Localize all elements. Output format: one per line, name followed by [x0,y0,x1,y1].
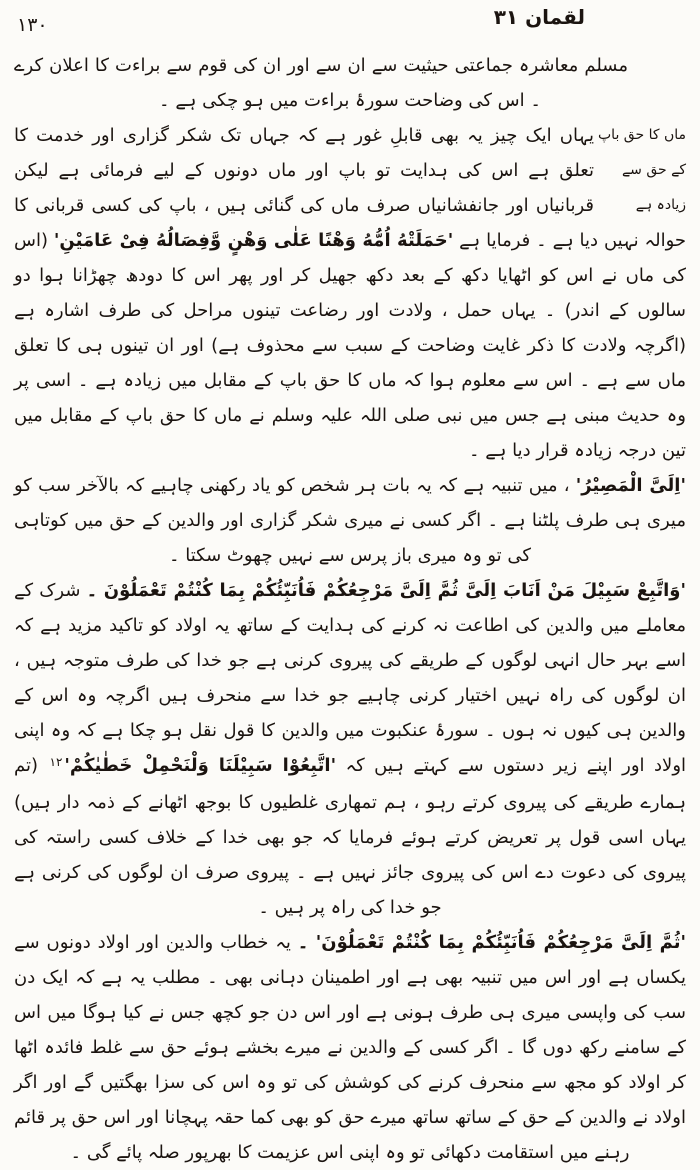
quran-quotation: 'ثُمَّ اِلَیَّ مَرْجِعُکُمْ فَاُنَبِّئُکُمْ بِمَا کُنْتُمْ تَعْمَلُوْنَ' ۔ [297,932,686,953]
urdu-commentary-text: یہ خطاب والدین اور اولاد دونوں سے یکساں ہے اور اس میں تنبیہ بھی ہے اور اطمینان دہانی بھی ۔ مطلب یہ ہے کہ ایک دن سب کی واپسی میری ہی طرف ہونی ہے اور اس دن جو کچھ جس نے کیا ہوگا میں اس کے سامنے رکھ دوں گا ۔ اگر کسی کے والدین نے میرے بخشے ہوئے حق سے غلط فائدہ اٹھا کر اولاد کو مجھ سے منحرف کرنے کی کوشش کی تو وہ اس کی سزا بھگتیں گے اور اگر اولاد نے والدین کے حق کے ساتھ ساتھ میرے حق کو بھی کما حقہ پہچانا اور اس حق پر قائم رہنے میں استقامت دکھائی تو وہ اپنی اس عزیمت کا بھرپور صلہ پائے گی ۔ [14,932,686,1163]
header-surah-reference: لقمان ۳۱ [493,5,585,29]
quran-quotation: 'حَمَلَتْهُ اُمُّهُ وَهْنًا عَلٰی وَهْنٍ وَّفِصَالُهُ فِیْ عَامَیْنِ' [53,230,454,251]
quran-quotation: 'اتَّبِعُوْا سَبِیْلَنَا وَلْنَحْمِلْ خَطٰیٰکُمْ' [64,755,337,776]
margin-side-heading [594,118,686,223]
quran-quotation: 'اِلَیَّ الْمَصِیْرُ' [575,475,686,496]
paragraph-p3 [14,468,686,573]
paragraph-p5 [14,925,686,1170]
verse-number-marker: ۱۲ [49,755,63,769]
quran-quotation: 'وَاتَّبِعْ سَبِیْلَ مَنْ اَنَابَ اِلَیَّ ثُمَّ اِلَیَّ مَرْجِعُکُمْ فَاُنَبِّئُکُمْ بِمَا کُنْتُمْ تَعْمَلُوْنَ ۔ [86,580,686,601]
urdu-commentary-text: (اس کی ماں نے اس کو اٹھایا دکھ کے بعد دکھ جھیل کر اور پھر اس کا دودھ چھڑانا ہوا دو سالوں کے اندر) ۔ یہاں حمل ، ولادت اور رضاعت تینوں مراحل کی طرف اشارہ ہے (اگرچہ ولادت کا ذکر غایت وضاحت کے سبب سے محذوف ہے) اور ان تینوں ہی کا تعلق ماں سے ہے ۔ اس سے معلوم ہوا کہ ماں کا حق باپ کے مقابل میں زیادہ ہے ۔ اسی پر وہ حدیث مبنی ہے جس میں نبی صلی اللہ علیہ وسلم نے ماں کا حق باپ کے مقابل میں تین درجہ زیادہ قرار دیا ہے ۔ [14,230,686,461]
margin-note-line: ماں کا حق باپ [598,127,686,143]
urdu-commentary-text: ، میں تنبیہ ہے کہ یہ بات ہر شخص کو یاد رکھنی چاہیے کہ بالآخر سب کو میری ہی طرف پلٹنا ہے ۔ اگر کسی نے میری شکر گزاری اور والدین کے حق میں کوتاہی کی تو وہ میری باز پرس سے نہیں چھوٹ سکتا ۔ [14,475,686,566]
margin-note-line: زیادہ ہے [635,197,686,213]
paragraph-p4 [14,573,686,925]
margin-note-line: کے حق سے [621,162,686,178]
urdu-commentary-text: شرک کے معاملے میں والدین کی اطاعت نہ کرنے کی ہدایت کے ساتھ یہ اولاد کو تاکید مزید ہے کہ اسے بہر حال انہی لوگوں کے طریقے کی پیروی کرنی ہے جو خدا کی طرف متوجہ ہیں ، ان لوگوں کی راہ نہیں اختیار کرنی چاہیے جو خدا سے منحرف ہیں اگرچہ وہ اس کے والدین ہی کیوں نہ ہوں ۔ سورۂ عنکبوت میں والدین کا قول نقل ہو چکا ہے کہ وہ اپنی اولاد اور اپنے زیر دستوں سے کہتے ہیں کہ [14,580,687,776]
header-page-number: ۱۳۰ [17,14,48,36]
urdu-commentary-text: مسلم معاشرہ جماعتی حیثیت سے ان سے اور ان کی قوم سے براءت کا اعلان کرے ۔ اس کی وضاحت سورۂ براءت میں ہو چکی ہے ۔ [14,55,628,111]
paragraph-p2 [14,118,686,468]
paragraph-p1 [14,48,686,118]
commentary-body-text [14,48,686,1170]
urdu-commentary-text: یہاں ایک چیز یہ بھی قابلِ غور ہے کہ جہاں تک شکر گزاری اور خدمت کا تعلق ہے اس کی ہدایت تو باپ اور ماں دونوں کے لیے فرمائی ہے لیکن قربانیاں اور جانفشانیاں صرف ماں کی گنائی ہیں ، باپ کی کسی قربانی کا حوالہ نہیں دیا ہے ۔ فرمایا ہے [14,125,686,251]
urdu-commentary-text: (تم ہمارے طریقے کی پیروی کرتے رہو ، ہم تمھاری غلطیوں کا بوجھ اٹھانے کے ذمہ دار ہیں) یہاں اسی قول پر تعریض کرتے ہوئے فرمایا کہ جو بھی خدا کے خلاف کسی راستہ کی پیروی کی دعوت دے اس کی پیروی جائز نہیں ہے ۔ پیروی صرف ان لوگوں کی کرنی ہے جو خدا کی راہ پر ہیں ۔ [14,755,686,918]
